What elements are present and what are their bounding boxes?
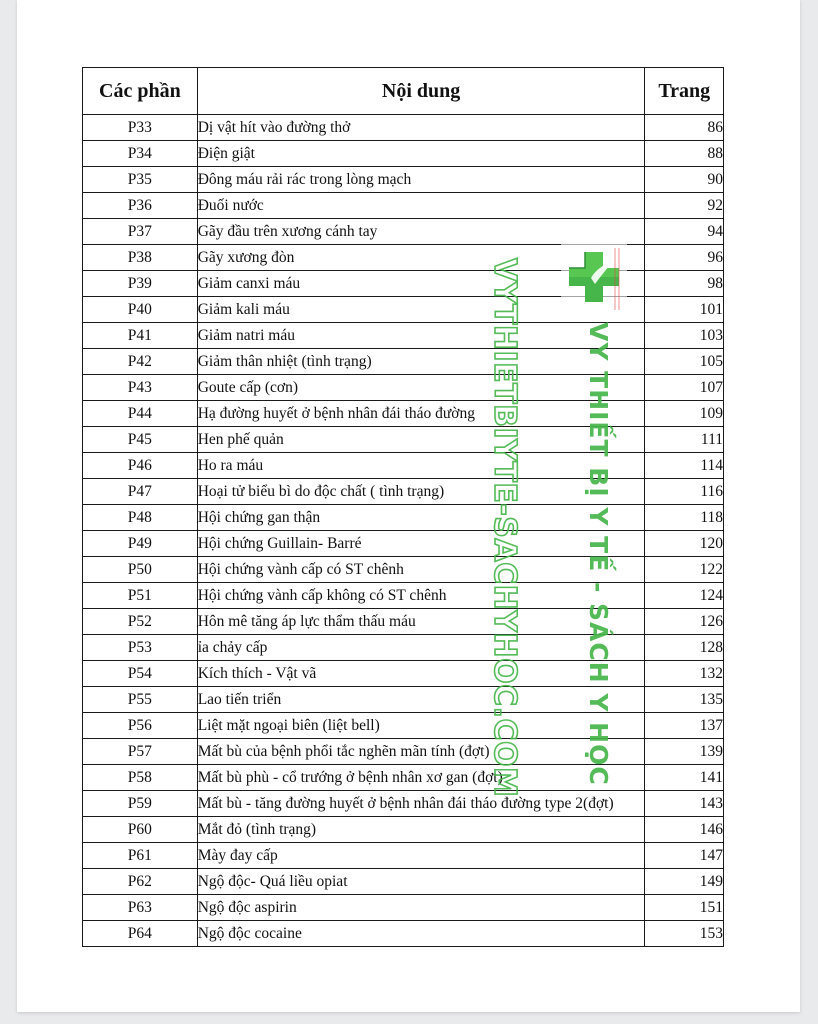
row-code-cell: P62 bbox=[83, 869, 198, 895]
row-page-cell: 96 bbox=[645, 245, 724, 271]
row-code-cell: P64 bbox=[83, 921, 198, 947]
row-code-cell: P60 bbox=[83, 817, 198, 843]
row-content-cell: Mày đay cấp bbox=[197, 843, 645, 869]
row-page-cell: 143 bbox=[645, 791, 724, 817]
row-code-cell: P50 bbox=[83, 557, 198, 583]
row-code-cell: P48 bbox=[83, 505, 198, 531]
table-row bbox=[83, 505, 724, 531]
table-row bbox=[83, 791, 724, 817]
row-code-cell: P36 bbox=[83, 193, 198, 219]
row-page-cell: 139 bbox=[645, 739, 724, 765]
table-row bbox=[83, 557, 724, 583]
table-row bbox=[83, 635, 724, 661]
table-row bbox=[83, 713, 724, 739]
document-page bbox=[17, 0, 800, 1012]
row-code-cell: P37 bbox=[83, 219, 198, 245]
table-row bbox=[83, 739, 724, 765]
row-page-cell: 92 bbox=[645, 193, 724, 219]
table-row bbox=[83, 921, 724, 947]
row-page-cell: 94 bbox=[645, 219, 724, 245]
row-content-cell: Hội chứng gan thận bbox=[197, 505, 645, 531]
table-row bbox=[83, 895, 724, 921]
row-content-cell: Hen phế quản bbox=[197, 427, 645, 453]
table-row bbox=[83, 245, 724, 271]
row-page-cell: 122 bbox=[645, 557, 724, 583]
row-code-cell: P63 bbox=[83, 895, 198, 921]
table-row bbox=[83, 297, 724, 323]
row-content-cell: Ngộ độc- Quá liều opiat bbox=[197, 869, 645, 895]
table-row bbox=[83, 349, 724, 375]
table-row bbox=[83, 115, 724, 141]
row-content-cell: Ngộ độc cocaine bbox=[197, 921, 645, 947]
row-content-cell: Gãy xương đòn bbox=[197, 245, 645, 271]
row-page-cell: 147 bbox=[645, 843, 724, 869]
header-content: Nội dung bbox=[197, 68, 645, 115]
row-content-cell: Điện giật bbox=[197, 141, 645, 167]
row-content-cell: Ngộ độc aspirin bbox=[197, 895, 645, 921]
table-row bbox=[83, 401, 724, 427]
row-page-cell: 141 bbox=[645, 765, 724, 791]
row-content-cell: Mất bù của bệnh phổi tắc nghẽn mãn tính (đợt) bbox=[197, 739, 645, 765]
row-code-cell: P34 bbox=[83, 141, 198, 167]
row-page-cell: 98 bbox=[645, 271, 724, 297]
row-code-cell: P33 bbox=[83, 115, 198, 141]
watermark-url-text: VYTHIETBIYTE-SACHYHOC.COM bbox=[487, 258, 522, 798]
row-page-cell: 107 bbox=[645, 375, 724, 401]
row-content-cell: Gãy đầu trên xương cánh tay bbox=[197, 219, 645, 245]
row-content-cell: Lao tiến triển bbox=[197, 687, 645, 713]
row-content-cell: Ho ra máu bbox=[197, 453, 645, 479]
table-row bbox=[83, 271, 724, 297]
row-page-cell: 103 bbox=[645, 323, 724, 349]
row-page-cell: 149 bbox=[645, 869, 724, 895]
row-content-cell: Hoại tử biểu bì do độc chất ( tình trạng) bbox=[197, 479, 645, 505]
row-page-cell: 153 bbox=[645, 921, 724, 947]
row-code-cell: P46 bbox=[83, 453, 198, 479]
row-code-cell: P43 bbox=[83, 375, 198, 401]
row-content-cell: Đông máu rải rác trong lòng mạch bbox=[197, 167, 645, 193]
row-code-cell: P56 bbox=[83, 713, 198, 739]
row-content-cell: Giảm kali máu bbox=[197, 297, 645, 323]
table-row bbox=[83, 531, 724, 557]
row-page-cell: 126 bbox=[645, 609, 724, 635]
row-content-cell: Hôn mê tăng áp lực thẩm thấu máu bbox=[197, 609, 645, 635]
row-page-cell: 146 bbox=[645, 817, 724, 843]
row-code-cell: P57 bbox=[83, 739, 198, 765]
table-row bbox=[83, 609, 724, 635]
row-page-cell: 101 bbox=[645, 297, 724, 323]
row-content-cell: Đuối nước bbox=[197, 193, 645, 219]
row-content-cell: Hội chứng vành cấp không có ST chênh bbox=[197, 583, 645, 609]
row-content-cell: Goute cấp (cơn) bbox=[197, 375, 645, 401]
row-code-cell: P61 bbox=[83, 843, 198, 869]
row-content-cell: Mắt đỏ (tình trạng) bbox=[197, 817, 645, 843]
row-page-cell: 128 bbox=[645, 635, 724, 661]
row-page-cell: 132 bbox=[645, 661, 724, 687]
row-code-cell: P52 bbox=[83, 609, 198, 635]
row-content-cell: Liệt mặt ngoại biên (liệt bell) bbox=[197, 713, 645, 739]
watermark-brand-text: VY THIẾT BỊ Y TẾ - SÁCH Y HỌC bbox=[584, 322, 613, 786]
row-code-cell: P35 bbox=[83, 167, 198, 193]
row-page-cell: 137 bbox=[645, 713, 724, 739]
row-code-cell: P47 bbox=[83, 479, 198, 505]
table-row bbox=[83, 453, 724, 479]
table-row bbox=[83, 427, 724, 453]
row-content-cell: Mất bù phù - cổ trướng ở bệnh nhân xơ gan (đợt) bbox=[197, 765, 645, 791]
table-row bbox=[83, 583, 724, 609]
row-content-cell: Giảm thân nhiệt (tình trạng) bbox=[197, 349, 645, 375]
row-code-cell: P55 bbox=[83, 687, 198, 713]
row-page-cell: 88 bbox=[645, 141, 724, 167]
row-code-cell: P59 bbox=[83, 791, 198, 817]
row-code-cell: P53 bbox=[83, 635, 198, 661]
row-page-cell: 114 bbox=[645, 453, 724, 479]
row-page-cell: 86 bbox=[645, 115, 724, 141]
header-row bbox=[83, 68, 724, 115]
row-page-cell: 109 bbox=[645, 401, 724, 427]
table-row bbox=[83, 323, 724, 349]
table-row bbox=[83, 375, 724, 401]
row-code-cell: P45 bbox=[83, 427, 198, 453]
row-content-cell: Hội chứng Guillain- Barré bbox=[197, 531, 645, 557]
row-content-cell: ỉa chảy cấp bbox=[197, 635, 645, 661]
table-row bbox=[83, 219, 724, 245]
row-content-cell: Giảm canxi máu bbox=[197, 271, 645, 297]
row-page-cell: 116 bbox=[645, 479, 724, 505]
row-code-cell: P38 bbox=[83, 245, 198, 271]
row-code-cell: P44 bbox=[83, 401, 198, 427]
table-row bbox=[83, 687, 724, 713]
row-code-cell: P39 bbox=[83, 271, 198, 297]
table-row bbox=[83, 817, 724, 843]
table-row bbox=[83, 765, 724, 791]
table-body bbox=[83, 115, 724, 947]
row-page-cell: 124 bbox=[645, 583, 724, 609]
row-page-cell: 111 bbox=[645, 427, 724, 453]
table-row bbox=[83, 869, 724, 895]
row-content-cell: Dị vật hít vào đường thở bbox=[197, 115, 645, 141]
row-code-cell: P42 bbox=[83, 349, 198, 375]
row-content-cell: Mất bù - tăng đường huyết ở bệnh nhân đái tháo đường type 2(đợt) bbox=[197, 791, 645, 817]
row-page-cell: 118 bbox=[645, 505, 724, 531]
row-code-cell: P51 bbox=[83, 583, 198, 609]
table-row bbox=[83, 167, 724, 193]
header-code: Các phần bbox=[83, 68, 198, 115]
row-content-cell: Giảm natri máu bbox=[197, 323, 645, 349]
row-code-cell: P49 bbox=[83, 531, 198, 557]
row-code-cell: P58 bbox=[83, 765, 198, 791]
row-content-cell: Hội chứng vành cấp có ST chênh bbox=[197, 557, 645, 583]
table-row bbox=[83, 661, 724, 687]
table-row bbox=[83, 479, 724, 505]
table-of-contents bbox=[82, 67, 724, 947]
row-page-cell: 105 bbox=[645, 349, 724, 375]
header-page: Trang bbox=[645, 68, 724, 115]
row-code-cell: P54 bbox=[83, 661, 198, 687]
row-page-cell: 90 bbox=[645, 167, 724, 193]
row-page-cell: 120 bbox=[645, 531, 724, 557]
row-content-cell: Kích thích - Vật vã bbox=[197, 661, 645, 687]
table-row bbox=[83, 141, 724, 167]
table-row bbox=[83, 193, 724, 219]
table-row bbox=[83, 843, 724, 869]
row-code-cell: P40 bbox=[83, 297, 198, 323]
row-code-cell: P41 bbox=[83, 323, 198, 349]
row-page-cell: 135 bbox=[645, 687, 724, 713]
row-content-cell: Hạ đường huyết ở bệnh nhân đái tháo đường bbox=[197, 401, 645, 427]
row-page-cell: 151 bbox=[645, 895, 724, 921]
